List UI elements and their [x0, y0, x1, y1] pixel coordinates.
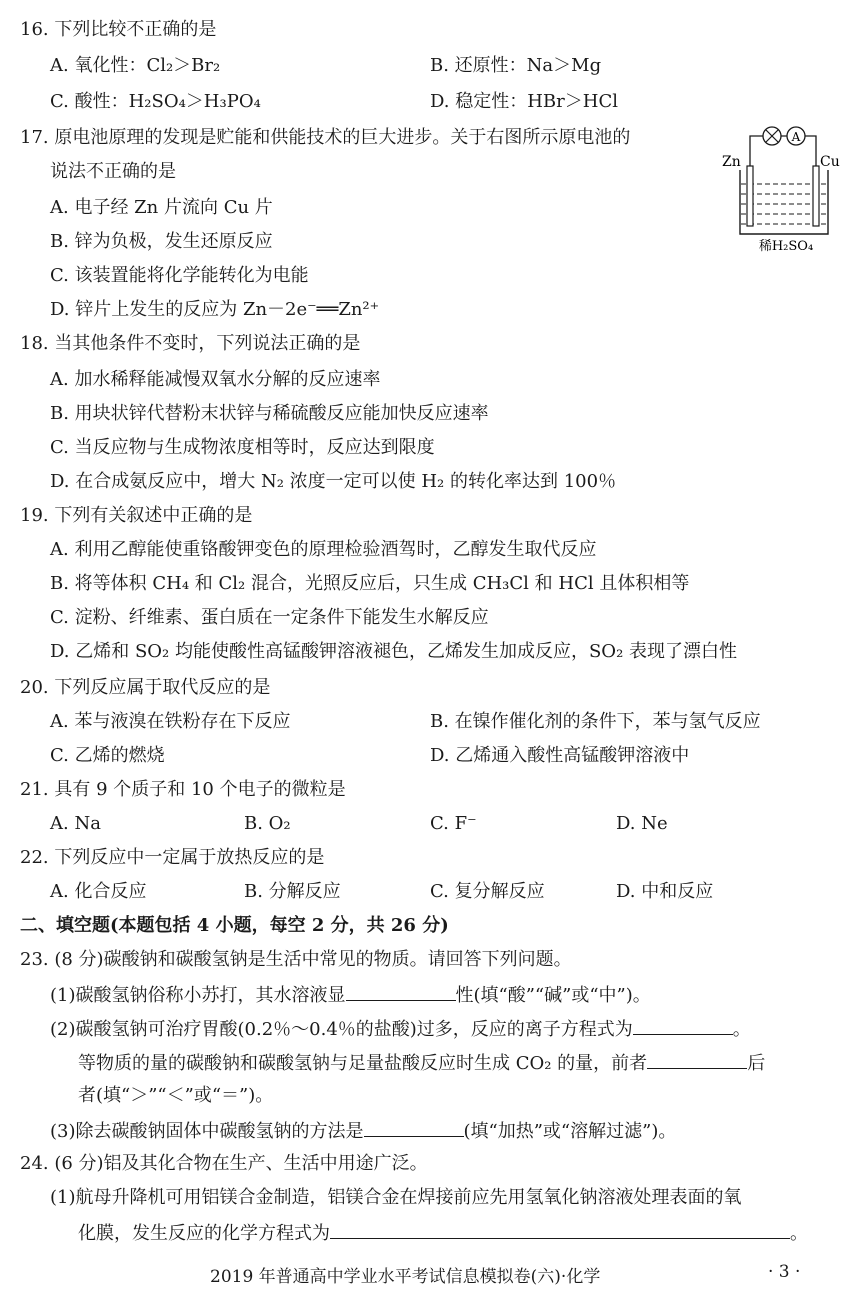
ammeter-label: A — [791, 130, 801, 144]
q23-blank-3[interactable] — [647, 1050, 747, 1069]
q19-option-d: D. 乙烯和 SO₂ 均能使酸性高锰酸钾溶液褪色，乙烯发生加成反应，SO₂ 表现了漂白性 — [50, 641, 738, 662]
q23-part2-text-b: 。 — [732, 1019, 751, 1040]
q23-blank-4[interactable] — [364, 1118, 464, 1137]
q22-option-c: C. 复分解反应 — [430, 881, 545, 902]
q17-option-d: D. 锌片上发生的反应为 Zn－2e⁻══Zn²⁺ — [50, 299, 380, 320]
q16-stem: 16. 下列比较不正确的是 — [20, 19, 217, 40]
q23-part2-text-c: 等物质的量的碳酸钠和碳酸氢钠与足量盐酸反应时生成 CO₂ 的量，前者 — [78, 1053, 648, 1074]
q18-option-a: A. 加水稀释能减慢双氧水分解的反应速率 — [50, 369, 381, 390]
solution-label: 稀H₂SO₄ — [758, 239, 814, 254]
q17-option-a: A. 电子经 Zn 片流向 Cu 片 — [50, 197, 273, 218]
q23-blank-2[interactable] — [633, 1016, 733, 1035]
q20-option-b: B. 在镍作催化剂的条件下，苯与氢气反应 — [430, 711, 761, 732]
q23-part1 — [50, 982, 651, 1008]
cu-label: Cu — [820, 154, 840, 170]
q24-part1-text-b: 化膜，发生反应的化学方程式为 — [78, 1223, 330, 1244]
q16-option-c: C. 酸性：H₂SO₄＞H₃PO₄ — [50, 91, 261, 112]
q19-option-b: B. 将等体积 CH₄ 和 Cl₂ 混合，光照反应后，只生成 CH₃Cl 和 HCl 且体积相等 — [50, 573, 690, 594]
q22-option-d: D. 中和反应 — [616, 881, 714, 902]
q23-part2-text-d: 后 — [747, 1053, 766, 1074]
q20-option-a: A. 苯与液溴在铁粉存在下反应 — [50, 711, 291, 732]
q16-option-b: B. 还原性：Na＞Mg — [430, 55, 602, 76]
page-number: · 3 · — [768, 1262, 801, 1282]
q17-option-b: B. 锌为负极，发生还原反应 — [50, 231, 273, 252]
q23-part2-cont — [78, 1050, 765, 1076]
q23-part2-text-a: (2)碳酸氢钠可治疗胃酸(0.2％～0.4％的盐酸)过多，反应的离子方程式为 — [50, 1019, 633, 1040]
galvanic-cell-diagram — [720, 122, 840, 254]
q17-option-c: C. 该装置能将化学能转化为电能 — [50, 265, 309, 286]
q22-option-b: B. 分解反应 — [244, 881, 341, 902]
q24-blank-1[interactable] — [330, 1220, 790, 1239]
q24-stem: 24. (6 分)铝及其化合物在生产、生活中用途广泛。 — [20, 1153, 428, 1174]
q18-option-c: C. 当反应物与生成物浓度相等时，反应达到限度 — [50, 437, 435, 458]
q18-option-d: D. 在合成氨反应中，增大 N₂ 浓度一定可以使 H₂ 的转化率达到 100％ — [50, 471, 617, 492]
q18-stem: 18. 当其他条件不变时，下列说法正确的是 — [20, 333, 361, 354]
q19-stem: 19. 下列有关叙述中正确的是 — [20, 505, 253, 526]
q23-part1-text-b: 性(填“酸”“碱”或“中”)。 — [455, 985, 651, 1006]
q23-part3-text-a: (3)除去碳酸钠固体中碳酸氢钠的方法是 — [50, 1121, 364, 1142]
q20-stem: 20. 下列反应属于取代反应的是 — [20, 677, 271, 698]
q22-stem: 22. 下列反应中一定属于放热反应的是 — [20, 847, 325, 868]
q21-option-d: D. Ne — [616, 813, 668, 834]
q16-option-d: D. 稳定性：HBr＞HCl — [430, 91, 618, 112]
cu-electrode — [813, 166, 819, 226]
q23-part2-end: 者(填“＞”“＜”或“＝”)。 — [78, 1085, 274, 1106]
q23-part1-text-a: (1)碳酸氢钠俗称小苏打，其水溶液显 — [50, 985, 346, 1006]
q23-part3 — [50, 1118, 676, 1144]
zn-electrode — [747, 166, 753, 226]
q21-option-b: B. O₂ — [244, 813, 291, 834]
q23-stem: 23. (8 分)碳酸钠和碳酸氢钠是生活中常见的物质。请回答下列问题。 — [20, 949, 572, 970]
q19-option-c: C. 淀粉、纤维素、蛋白质在一定条件下能发生水解反应 — [50, 607, 489, 628]
footer-title: 2019 年普通高中学业水平考试信息模拟卷(六)·化学 — [210, 1267, 601, 1287]
q17-stem-line2: 说法不正确的是 — [50, 161, 176, 182]
q19-option-a: A. 利用乙醇能使重铬酸钾变色的原理检验酒驾时，乙醇发生取代反应 — [50, 539, 597, 560]
q24-part1-cont — [78, 1220, 808, 1246]
q24-part1: (1)航母升降机可用铝镁合金制造，铝镁合金在焊接前应先用氢氧化钠溶液处理表面的氧 — [50, 1187, 742, 1208]
q18-option-b: B. 用块状锌代替粉末状锌与稀硫酸反应能加快反应速率 — [50, 403, 489, 424]
zn-label: Zn — [722, 154, 741, 170]
q17-stem-line1: 17. 原电池原理的发现是贮能和供能技术的巨大进步。关于右图所示原电池的 — [20, 127, 631, 148]
section-heading: 二、填空题(本题包括 4 小题，每空 2 分，共 26 分) — [20, 915, 449, 936]
circuit-wire — [750, 136, 816, 182]
q16-option-a: A. 氧化性：Cl₂＞Br₂ — [50, 55, 221, 76]
q21-stem: 21. 具有 9 个质子和 10 个电子的微粒是 — [20, 779, 346, 800]
q23-part3-text-b: (填“加热”或“溶解过滤”)。 — [463, 1121, 677, 1142]
q24-part1-text-c: 。 — [790, 1223, 808, 1244]
q20-option-c: C. 乙烯的燃烧 — [50, 745, 165, 766]
q20-option-d: D. 乙烯通入酸性高锰酸钾溶液中 — [430, 745, 690, 766]
q23-part2 — [50, 1016, 751, 1042]
q21-option-a: A. Na — [50, 813, 101, 834]
q22-option-a: A. 化合反应 — [50, 881, 147, 902]
q23-blank-1[interactable] — [346, 982, 456, 1001]
q21-option-c: C. F⁻ — [430, 813, 477, 834]
